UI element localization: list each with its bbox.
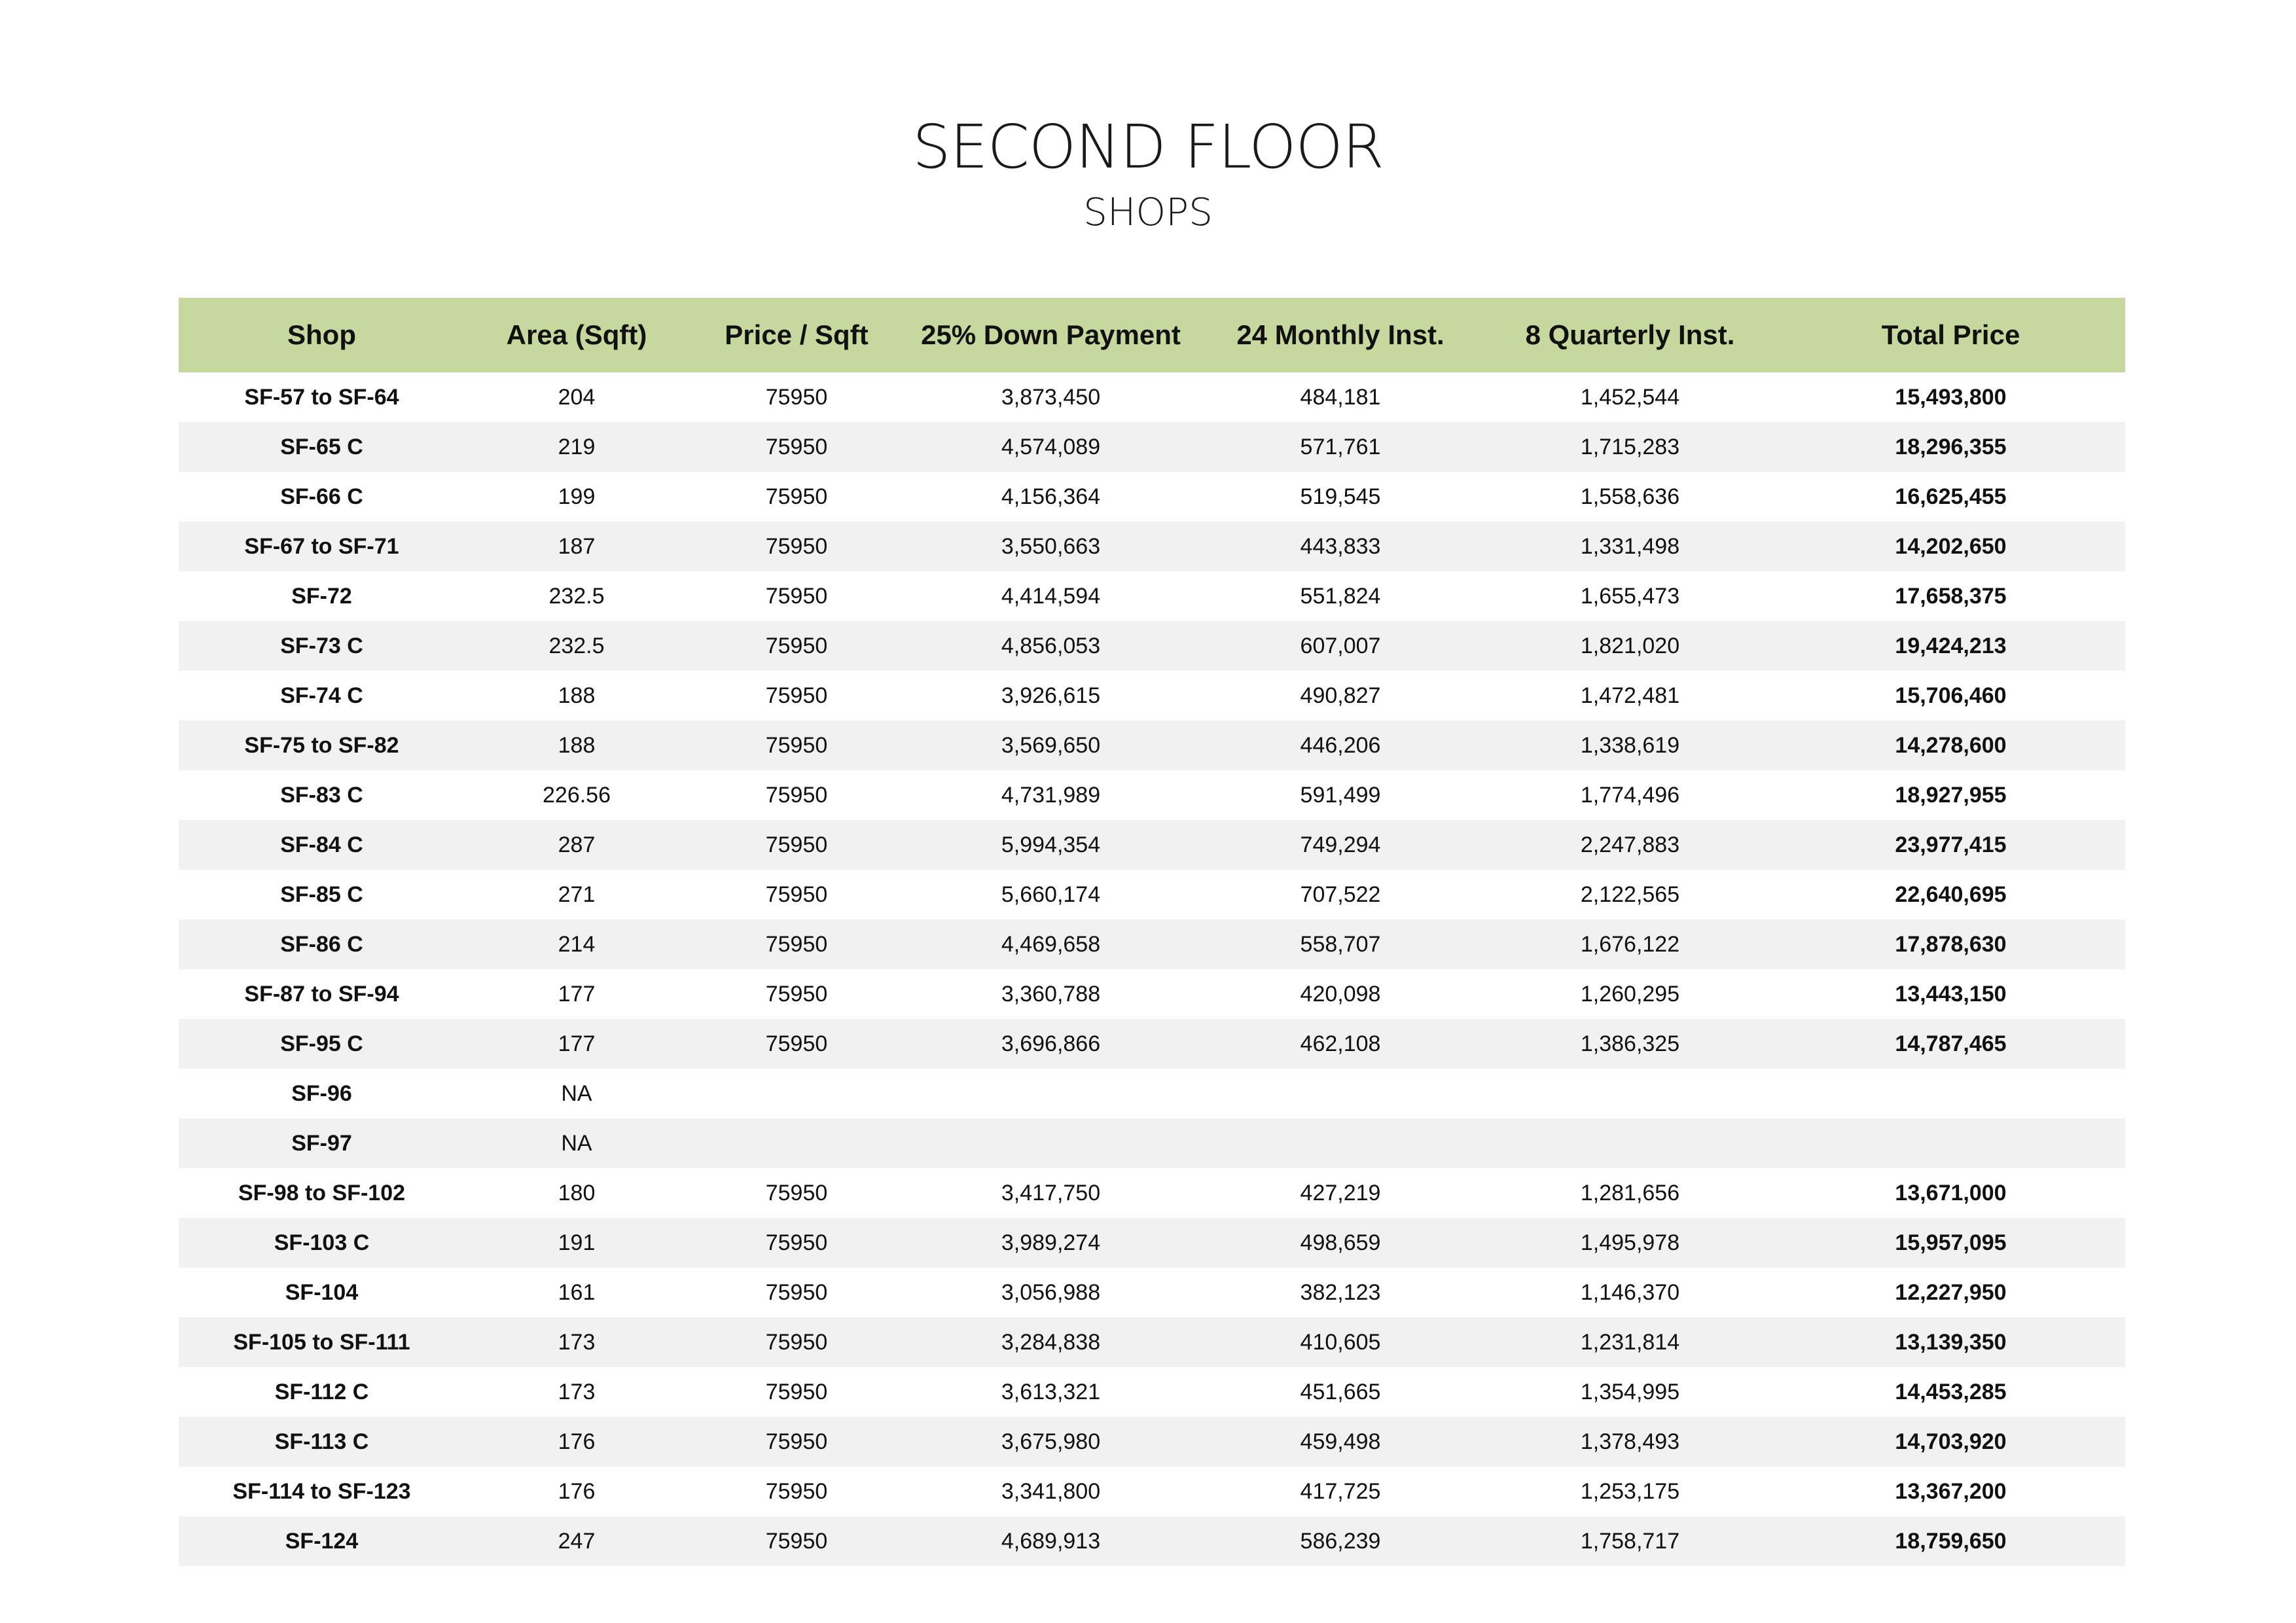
price-per-sqft-cell: 75950 (689, 522, 905, 571)
quarterly-installment-cell: 2,247,883 (1484, 820, 1776, 870)
shop-cell: SF-57 to SF-64 (244, 384, 399, 410)
quarterly-installment-cell: 1,774,496 (1580, 782, 1680, 808)
shop-cell: SF-67 to SF-71 (179, 522, 465, 571)
table-row (179, 472, 2125, 522)
area-cell: 287 (465, 820, 689, 870)
down-payment-cell: 5,994,354 (905, 820, 1197, 870)
shop-cell: SF-87 to SF-94 (244, 981, 399, 1007)
shop-cell: SF-98 to SF-102 (238, 1180, 406, 1205)
shop-cell: SF-74 C (280, 683, 363, 708)
quarterly-installment-cell: 1,354,995 (1580, 1379, 1680, 1404)
quarterly-installment-cell (1484, 1069, 1776, 1118)
table-body (179, 372, 2125, 1566)
shop-cell: SF-124 (179, 1516, 465, 1566)
total-price-cell: 18,927,955 (1895, 782, 2007, 808)
price-per-sqft-cell: 75950 (765, 1478, 828, 1504)
table-row (179, 1118, 2125, 1168)
table-row (179, 820, 2125, 870)
table-row (179, 721, 2125, 770)
total-price-cell: 13,443,150 (1895, 981, 2007, 1007)
monthly-installment-cell: 420,098 (1300, 981, 1381, 1007)
area-cell: NA (561, 1080, 592, 1106)
table-row (179, 919, 2125, 969)
down-payment-cell: 3,675,980 (905, 1417, 1197, 1467)
total-price-cell: 22,640,695 (1895, 882, 2007, 907)
price-per-sqft-cell: 75950 (689, 1317, 905, 1367)
down-payment-cell: 5,660,174 (1001, 882, 1101, 907)
price-per-sqft-cell: 75950 (689, 1218, 905, 1268)
total-price-cell: 14,202,650 (1776, 522, 2125, 571)
price-per-sqft-cell: 75950 (689, 621, 905, 671)
monthly-installment-cell: 749,294 (1197, 820, 1484, 870)
down-payment-cell: 3,613,321 (1001, 1379, 1101, 1404)
total-price-cell: 23,977,415 (1776, 820, 2125, 870)
price-per-sqft-cell: 75950 (765, 384, 828, 410)
table-row (179, 1417, 2125, 1467)
price-per-sqft-cell: 75950 (765, 981, 828, 1007)
table-header-row (179, 298, 2125, 372)
table-row (179, 1467, 2125, 1516)
total-price-cell: 15,957,095 (1776, 1218, 2125, 1268)
shop-cell: SF-112 C (274, 1379, 369, 1404)
quarterly-installment-cell: 1,655,473 (1580, 583, 1680, 609)
monthly-installment-cell: 591,499 (1300, 782, 1381, 808)
area-cell: 191 (465, 1218, 689, 1268)
total-price-cell: 14,278,600 (1776, 721, 2125, 770)
total-price-cell: 17,658,375 (1895, 583, 2007, 609)
shop-cell: SF-72 (291, 583, 352, 609)
shop-cell: SF-66 C (280, 484, 363, 509)
area-cell: 173 (465, 1317, 689, 1367)
price-table-container (179, 298, 2125, 1566)
total-price-cell: 15,493,800 (1895, 384, 2007, 410)
area-cell: 232.5 (548, 583, 605, 609)
shop-cell: SF-83 C (280, 782, 363, 808)
price-per-sqft-cell (689, 1118, 905, 1168)
total-price-cell: 16,625,455 (1895, 484, 2007, 509)
monthly-installment-cell: 586,239 (1197, 1516, 1484, 1566)
price-per-sqft-cell: 75950 (689, 1019, 905, 1069)
quarterly-installment-cell: 1,146,370 (1580, 1279, 1680, 1305)
price-per-sqft-cell: 75950 (689, 422, 905, 472)
total-price-cell: 18,296,355 (1776, 422, 2125, 472)
table-row (179, 1317, 2125, 1367)
monthly-installment-cell: 462,108 (1197, 1019, 1484, 1069)
down-payment-cell: 4,469,658 (905, 919, 1197, 969)
table-row (179, 1516, 2125, 1566)
table-row (179, 1019, 2125, 1069)
down-payment-cell (905, 1069, 1197, 1118)
total-price-cell (1776, 1069, 2125, 1118)
column-header-shop: Shop (179, 298, 465, 372)
page-subtitle: SHOPS (1083, 190, 1213, 234)
quarterly-installment-cell: 1,253,175 (1580, 1478, 1680, 1504)
down-payment-cell: 3,926,615 (1001, 683, 1101, 708)
monthly-installment-cell: 459,498 (1197, 1417, 1484, 1467)
price-per-sqft-cell: 75950 (765, 782, 828, 808)
monthly-installment-cell: 571,761 (1197, 422, 1484, 472)
column-header-down-payment: 25% Down Payment (905, 298, 1197, 372)
monthly-installment-cell (1197, 1118, 1484, 1168)
monthly-installment-cell: 498,659 (1197, 1218, 1484, 1268)
page-header (0, 105, 2296, 238)
area-cell: 176 (465, 1417, 689, 1467)
column-header-monthly-installment: 24 Monthly Inst. (1197, 298, 1484, 372)
area-cell: NA (465, 1118, 689, 1168)
monthly-installment-cell: 490,827 (1300, 683, 1381, 708)
area-cell: 214 (465, 919, 689, 969)
monthly-installment-cell: 519,545 (1300, 484, 1381, 509)
area-cell: 177 (558, 981, 596, 1007)
total-price-cell (1776, 1118, 2125, 1168)
shop-cell: SF-97 (179, 1118, 465, 1168)
quarterly-installment-cell: 1,281,656 (1580, 1180, 1680, 1205)
price-per-sqft-cell: 75950 (689, 1417, 905, 1467)
area-cell: 188 (465, 721, 689, 770)
monthly-installment-cell: 446,206 (1197, 721, 1484, 770)
area-cell: 219 (465, 422, 689, 472)
total-price-cell: 17,878,630 (1776, 919, 2125, 969)
table-row (179, 1069, 2125, 1118)
price-per-sqft-cell: 75950 (765, 583, 828, 609)
down-payment-cell: 4,156,364 (1001, 484, 1101, 509)
column-header-area: Area (Sqft) (465, 298, 689, 372)
shop-cell: SF-95 C (179, 1019, 465, 1069)
quarterly-installment-cell: 1,378,493 (1484, 1417, 1776, 1467)
monthly-installment-cell: 410,605 (1197, 1317, 1484, 1367)
shop-cell: SF-114 to SF-123 (232, 1478, 411, 1504)
price-table (179, 298, 2125, 1566)
price-per-sqft-cell: 75950 (765, 882, 828, 907)
shop-cell: SF-103 C (179, 1218, 465, 1268)
area-cell: 199 (558, 484, 596, 509)
quarterly-installment-cell: 1,558,636 (1580, 484, 1680, 509)
table-row (179, 870, 2125, 919)
shop-cell: SF-96 (291, 1080, 352, 1106)
quarterly-installment-cell: 1,676,122 (1484, 919, 1776, 969)
monthly-installment-cell: 607,007 (1197, 621, 1484, 671)
quarterly-installment-cell: 1,452,544 (1580, 384, 1680, 410)
shop-cell: SF-85 C (280, 882, 363, 907)
shop-cell: SF-113 C (179, 1417, 465, 1467)
total-price-cell: 12,227,950 (1895, 1279, 2007, 1305)
table-row (179, 969, 2125, 1019)
down-payment-cell: 3,360,788 (1001, 981, 1101, 1007)
quarterly-installment-cell: 1,260,295 (1580, 981, 1680, 1007)
total-price-cell: 13,139,350 (1776, 1317, 2125, 1367)
table-row (179, 372, 2125, 422)
monthly-installment-cell: 707,522 (1300, 882, 1381, 907)
quarterly-installment-cell (1484, 1118, 1776, 1168)
table-row (179, 571, 2125, 621)
monthly-installment-cell: 417,725 (1300, 1478, 1381, 1504)
table-row (179, 671, 2125, 721)
price-per-sqft-cell: 75950 (765, 1279, 828, 1305)
down-payment-cell: 4,731,989 (1001, 782, 1101, 808)
monthly-installment-cell: 558,707 (1197, 919, 1484, 969)
price-per-sqft-cell: 75950 (765, 683, 828, 708)
down-payment-cell: 4,574,089 (905, 422, 1197, 472)
area-cell: 204 (558, 384, 596, 410)
area-cell: 187 (465, 522, 689, 571)
total-price-cell: 19,424,213 (1776, 621, 2125, 671)
total-price-cell: 15,706,460 (1895, 683, 2007, 708)
area-cell: 188 (558, 683, 596, 708)
price-per-sqft-cell: 75950 (689, 919, 905, 969)
area-cell: 177 (465, 1019, 689, 1069)
area-cell: 247 (465, 1516, 689, 1566)
quarterly-installment-cell: 1,821,020 (1484, 621, 1776, 671)
column-header-price-per-sqft: Price / Sqft (689, 298, 905, 372)
quarterly-installment-cell: 1,231,814 (1484, 1317, 1776, 1367)
shop-cell: SF-105 to SF-111 (179, 1317, 465, 1367)
quarterly-installment-cell: 1,495,978 (1484, 1218, 1776, 1268)
down-payment-cell: 3,696,866 (905, 1019, 1197, 1069)
total-price-cell: 13,671,000 (1895, 1180, 2007, 1205)
monthly-installment-cell: 551,824 (1300, 583, 1381, 609)
down-payment-cell: 3,550,663 (905, 522, 1197, 571)
down-payment-cell: 3,873,450 (1001, 384, 1101, 410)
table-row (179, 522, 2125, 571)
quarterly-installment-cell: 1,758,717 (1484, 1516, 1776, 1566)
shop-cell: SF-84 C (179, 820, 465, 870)
table-row (179, 422, 2125, 472)
monthly-installment-cell: 427,219 (1300, 1180, 1381, 1205)
table-row (179, 621, 2125, 671)
area-cell: 173 (558, 1379, 596, 1404)
shop-cell: SF-73 C (179, 621, 465, 671)
area-cell: 232.5 (465, 621, 689, 671)
quarterly-installment-cell: 1,715,283 (1484, 422, 1776, 472)
area-cell: 271 (558, 882, 596, 907)
column-header-total-price: Total Price (1776, 298, 2125, 372)
down-payment-cell: 3,341,800 (1001, 1478, 1101, 1504)
quarterly-installment-cell: 2,122,565 (1580, 882, 1680, 907)
shop-cell: SF-65 C (179, 422, 465, 472)
shop-cell: SF-86 C (179, 919, 465, 969)
price-per-sqft-cell: 75950 (689, 820, 905, 870)
column-header-quarterly-installment: 8 Quarterly Inst. (1484, 298, 1776, 372)
total-price-cell: 14,703,920 (1776, 1417, 2125, 1467)
price-per-sqft-cell (689, 1069, 905, 1118)
price-per-sqft-cell: 75950 (765, 1180, 828, 1205)
down-payment-cell: 3,417,750 (1001, 1180, 1101, 1205)
price-per-sqft-cell: 75950 (689, 1516, 905, 1566)
area-cell: 226.56 (543, 782, 611, 808)
total-price-cell: 14,787,465 (1776, 1019, 2125, 1069)
table-row (179, 1168, 2125, 1218)
quarterly-installment-cell: 1,472,481 (1580, 683, 1680, 708)
table-row (179, 1268, 2125, 1317)
shop-cell: SF-75 to SF-82 (179, 721, 465, 770)
area-cell: 176 (558, 1478, 596, 1504)
down-payment-cell: 4,856,053 (905, 621, 1197, 671)
total-price-cell: 18,759,650 (1776, 1516, 2125, 1566)
down-payment-cell: 4,414,594 (1001, 583, 1101, 609)
monthly-installment-cell: 443,833 (1197, 522, 1484, 571)
area-cell: 180 (558, 1180, 596, 1205)
page-title: SECOND FLOOR (912, 112, 1384, 182)
quarterly-installment-cell: 1,386,325 (1484, 1019, 1776, 1069)
down-payment-cell: 3,989,274 (905, 1218, 1197, 1268)
down-payment-cell: 3,569,650 (905, 721, 1197, 770)
price-per-sqft-cell: 75950 (765, 1379, 828, 1404)
shop-cell: SF-104 (285, 1279, 359, 1305)
total-price-cell: 14,453,285 (1895, 1379, 2007, 1404)
total-price-cell: 13,367,200 (1895, 1478, 2007, 1504)
price-per-sqft-cell: 75950 (765, 484, 828, 509)
table-row (179, 770, 2125, 820)
table-row (179, 1367, 2125, 1417)
quarterly-installment-cell: 1,331,498 (1484, 522, 1776, 571)
monthly-installment-cell: 451,665 (1300, 1379, 1381, 1404)
quarterly-installment-cell: 1,338,619 (1484, 721, 1776, 770)
table-header (179, 298, 2125, 372)
down-payment-cell: 3,056,988 (1001, 1279, 1101, 1305)
monthly-installment-cell (1197, 1069, 1484, 1118)
area-cell: 161 (558, 1279, 596, 1305)
down-payment-cell: 3,284,838 (905, 1317, 1197, 1367)
monthly-installment-cell: 382,123 (1300, 1279, 1381, 1305)
monthly-installment-cell: 484,181 (1300, 384, 1381, 410)
price-per-sqft-cell: 75950 (689, 721, 905, 770)
table-row (179, 1218, 2125, 1268)
down-payment-cell (905, 1118, 1197, 1168)
down-payment-cell: 4,689,913 (905, 1516, 1197, 1566)
